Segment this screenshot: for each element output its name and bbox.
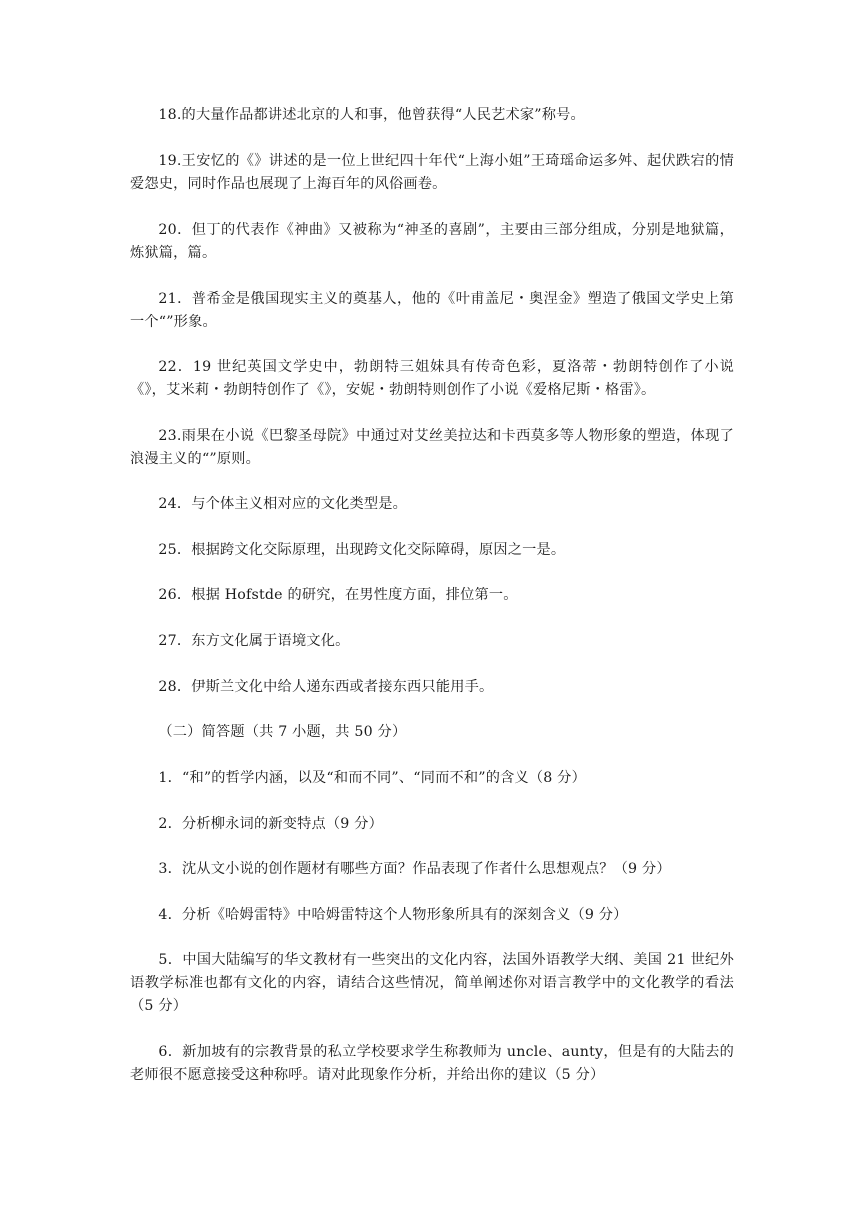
question-24: 24．与个体主义相对应的文化类型是。 xyxy=(158,496,408,512)
short-answer-1: 1．“和”的哲学内涵，以及“和而不同”、“同而不和”的含义（8 分） xyxy=(158,770,586,786)
section-heading-short-answer: （二）简答题（共 7 小题，共 50 分） xyxy=(158,724,407,740)
question-18: 18.的大量作品都讲述北京的人和事，他曾获得“人民艺术家”称号。 xyxy=(158,107,585,123)
short-answer-3: 3．沈从文小说的创作题材有哪些方面？作品表现了作者什么思想观点？（9 分） xyxy=(158,861,671,877)
question-22: 22．19 世纪英国文学史中，勃朗特三姐妹具有传奇色彩，夏洛蒂・勃朗特创作了小说《》，艾米莉・勃朗特创作了《》，安妮・勃朗特则创作了小说《爱格尼斯・格雷》。 xyxy=(130,359,734,398)
question-23: 23.雨果在小说《巴黎圣母院》中通过对艾丝美拉达和卡西莫多等人物形象的塑造，体现了浪漫主义的“”原则。 xyxy=(130,428,734,467)
question-21: 21．普希金是俄国现实主义的奠基人，他的《叶甫盖尼・奥涅金》塑造了俄国文学史上第一个“”形象。 xyxy=(130,291,734,330)
question-19: 19.王安忆的《》讲述的是一位上世纪四十年代“上海小姐”王琦瑶命运多舛、起伏跌宕的情爱怨史，同时作品也展现了上海百年的风俗画卷。 xyxy=(130,153,734,192)
question-20: 20．但丁的代表作《神曲》又被称为“神圣的喜剧”，主要由三部分组成，分别是地狱篇，炼狱篇，篇。 xyxy=(130,222,734,261)
short-answer-5: 5．中国大陆编写的华文教材有一些突出的文化内容，法国外语教学大纲、美国 21 世纪外语教学标准也都有文化的内容，请结合这些情况，简单阐述你对语言教学中的文化教学的看法（5 分） xyxy=(130,952,734,1014)
short-answer-6: 6．新加坡有的宗教背景的私立学校要求学生称教师为 uncle、aunty，但是有的大陆去的老师很不愿意接受这种称呼。请对此现象作分析，并给出你的建议（5 分） xyxy=(130,1044,734,1083)
question-27: 27．东方文化属于语境文化。 xyxy=(158,633,350,649)
short-answer-2: 2．分析柳永词的新变特点（9 分） xyxy=(158,816,383,832)
question-26: 26．根据 Hofstde 的研究，在男性度方面，排位第一。 xyxy=(158,587,518,603)
short-answer-4: 4．分析《哈姆雷特》中哈姆雷特这个人物形象所具有的深刻含义（9 分） xyxy=(158,907,628,923)
question-25: 25．根据跨文化交际原理，出现跨文化交际障碍，原因之一是。 xyxy=(158,542,566,558)
question-28: 28．伊斯兰文化中给人递东西或者接东西只能用手。 xyxy=(158,679,494,695)
